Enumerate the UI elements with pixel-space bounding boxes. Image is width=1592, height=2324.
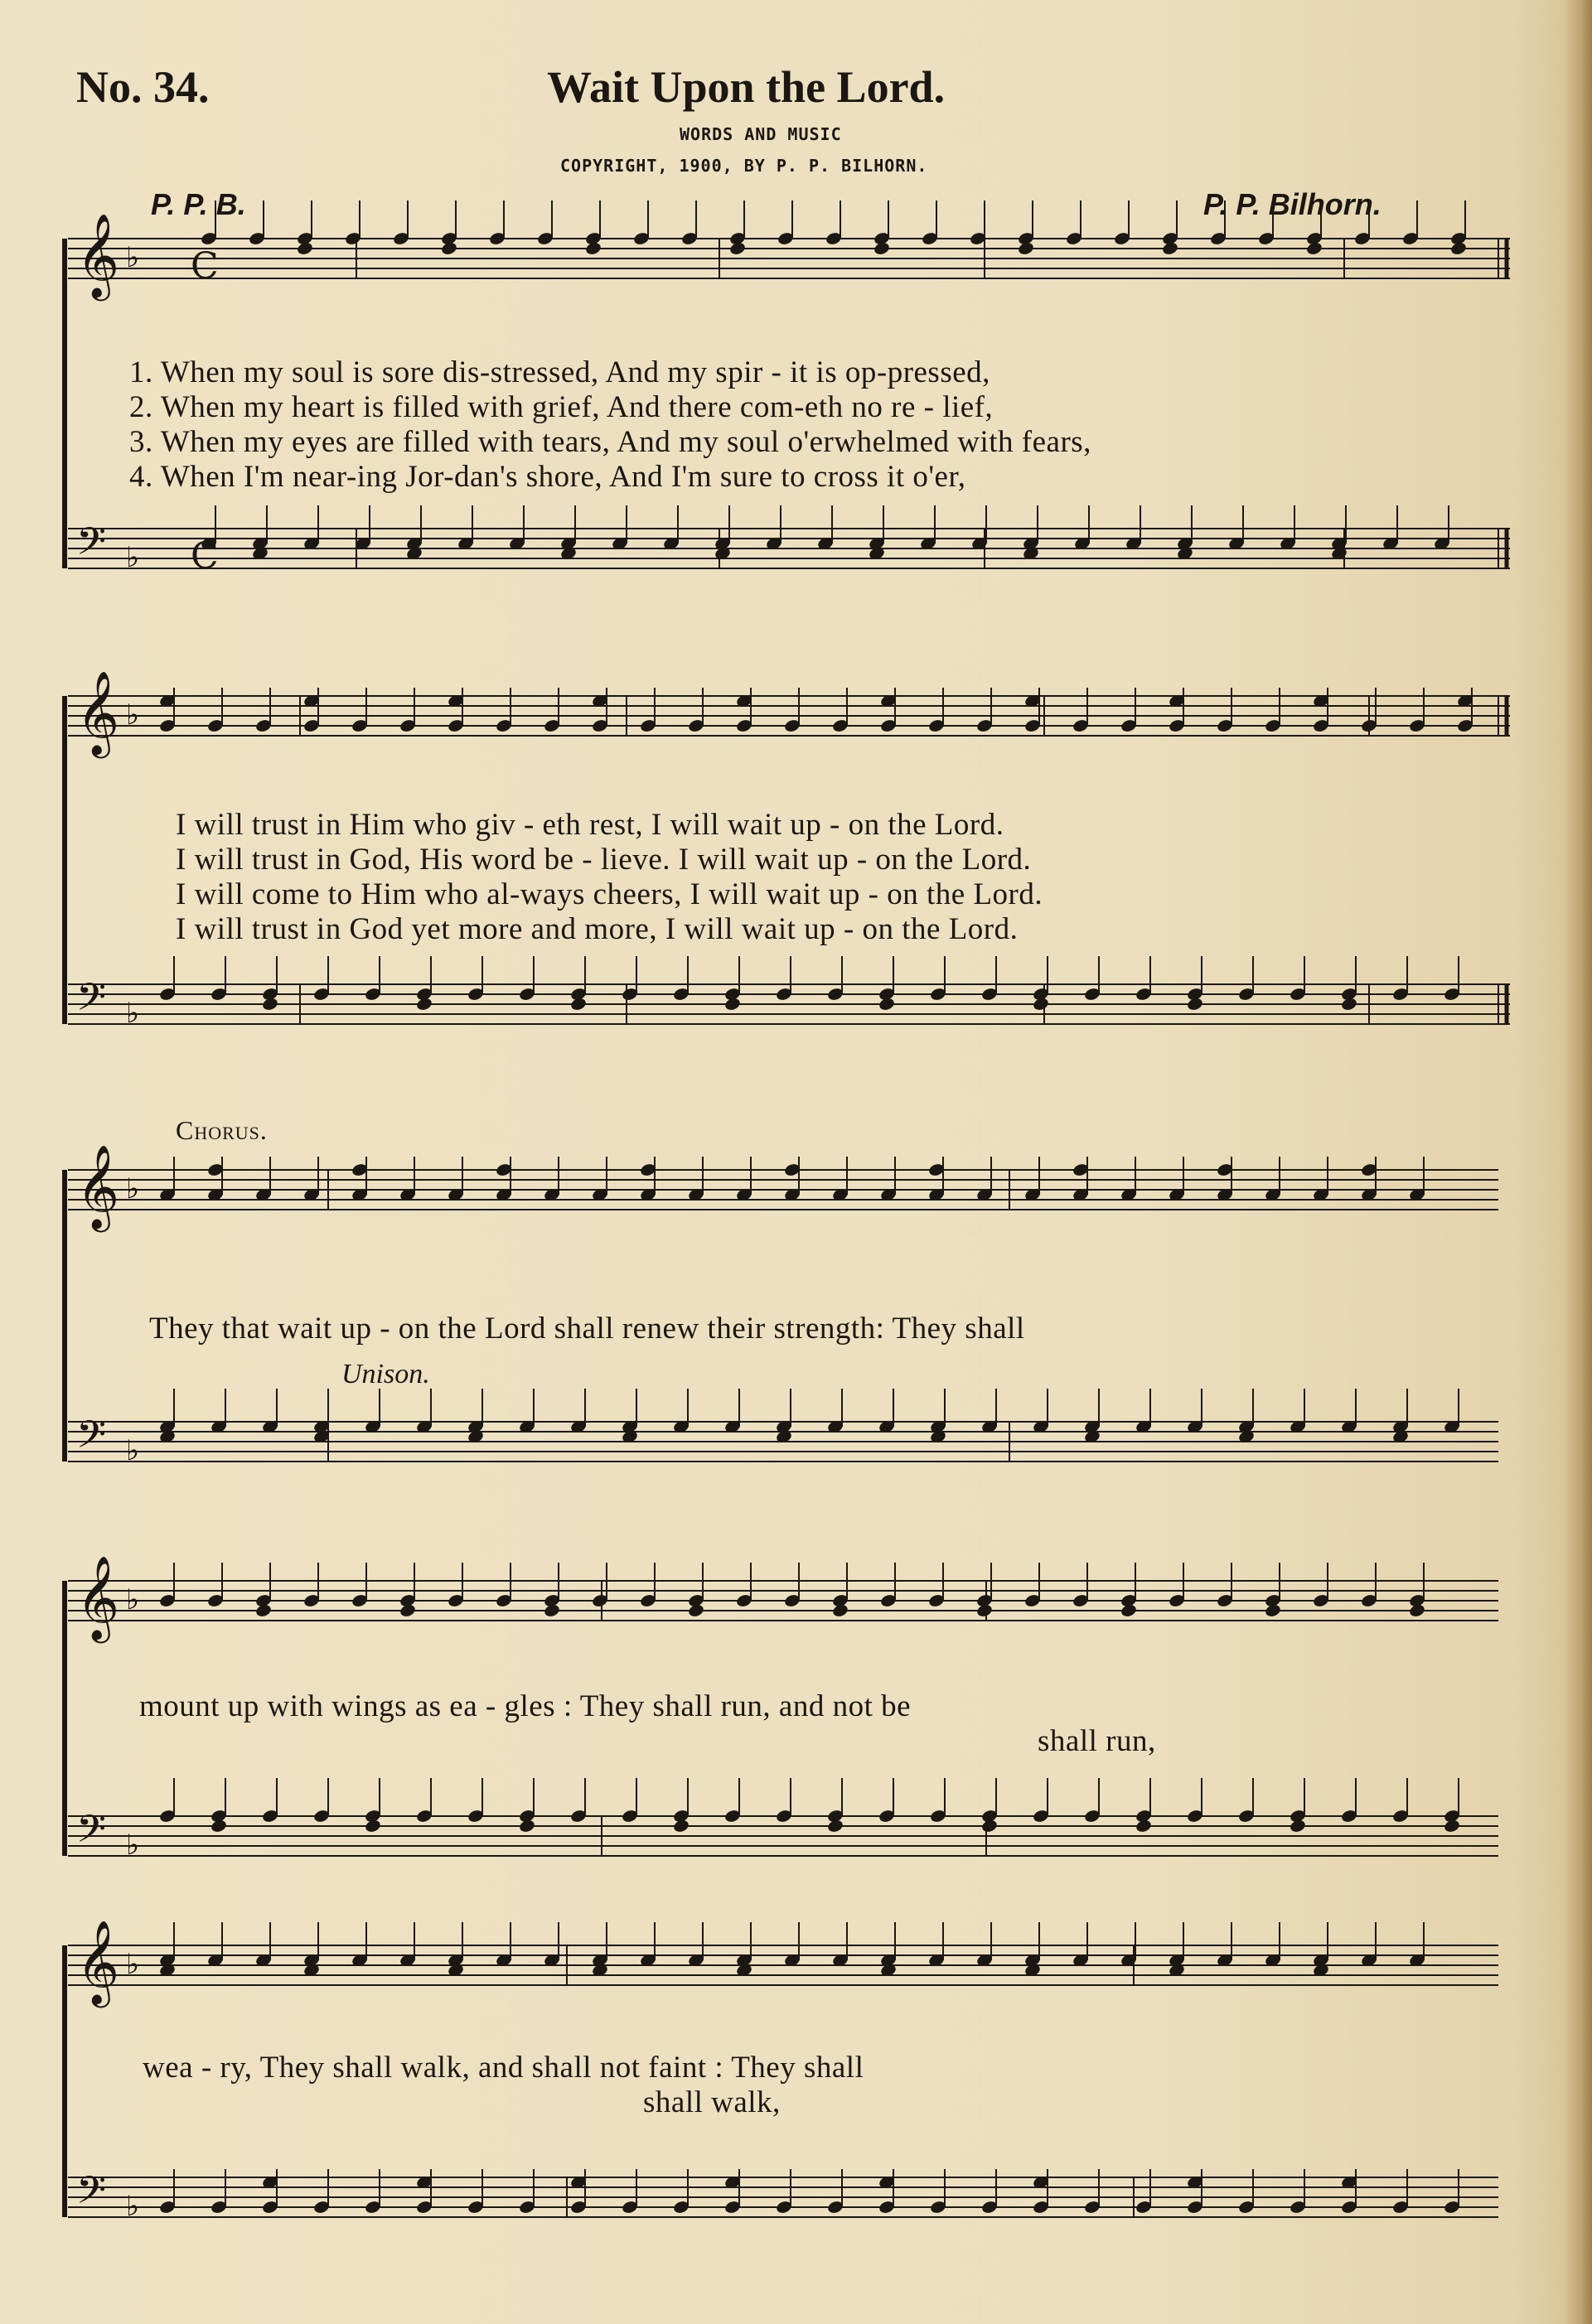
- refrain-line-4: I will trust in God yet more and more, I will wait up - on the Lord.: [176, 912, 1019, 946]
- chorus-label: Chorus.: [176, 1115, 268, 1145]
- chorus-line-3-alt: shall walk,: [643, 2085, 781, 2119]
- bass-clef-icon: 𝄢: [76, 1413, 107, 1466]
- note-head: [1443, 1819, 1460, 1834]
- note-head: [878, 997, 895, 1012]
- common-time-icon: C: [191, 245, 219, 287]
- note-head: [440, 241, 457, 256]
- note-head: [518, 1819, 535, 1834]
- verse-line-3: 3. When my eyes are filled with tears, And my soul o'erwhelmed with fears,: [129, 425, 1091, 459]
- hymn-number: No. 34.: [76, 62, 210, 112]
- treble-clef-icon: 𝄞: [76, 669, 120, 755]
- flat-key-signature-icon: ♭: [126, 1434, 140, 1467]
- hymn-title: Wait Upon the Lord.: [547, 62, 946, 112]
- note-head: [1340, 997, 1357, 1012]
- verse-line-1: 1. When my soul is sore dis-stressed, And my spir - it is op-pressed,: [129, 355, 990, 389]
- verse-line-2: 2. When my heart is filled with grief, And there com-eth no re - lief,: [129, 390, 994, 424]
- note-head: [1408, 1603, 1425, 1618]
- note-head: [254, 1603, 272, 1618]
- copyright-notice-line2: COPYRIGHT, 1900, BY P. P. BILHORN.: [560, 156, 928, 176]
- refrain-line-3: I will come to Him who al-ways cheers, I will wait up - on the Lord.: [176, 877, 1043, 911]
- note-head: [296, 241, 313, 256]
- note-head: [687, 1603, 704, 1618]
- note-head: [1186, 997, 1203, 1012]
- treble-clef-icon: 𝄞: [76, 1919, 120, 2004]
- bass-clef-icon: 𝄢: [76, 519, 107, 573]
- bass-clef-icon: 𝄢: [76, 1807, 107, 1861]
- flat-key-signature-icon: ♭: [126, 1172, 140, 1205]
- flat-key-signature-icon: ♭: [126, 1583, 140, 1616]
- note-head: [543, 1603, 560, 1618]
- note-head: [1305, 241, 1323, 256]
- flat-key-signature-icon: ♭: [126, 541, 140, 574]
- chorus-line-3: wea - ry, They shall walk, and shall not faint : They shall: [143, 2051, 864, 2085]
- flat-key-signature-icon: ♭: [126, 698, 140, 732]
- flat-key-signature-icon: ♭: [126, 1829, 140, 1862]
- note-head: [364, 1819, 381, 1834]
- note-head: [1120, 1603, 1137, 1618]
- treble-clef-icon: 𝄞: [76, 212, 120, 297]
- note-head: [980, 1819, 998, 1834]
- note-head: [415, 997, 433, 1012]
- note-head: [569, 997, 587, 1012]
- flat-key-signature-icon: ♭: [126, 241, 140, 274]
- chorus-line-1: They that wait up - on the Lord shall renew their strength: They shall: [149, 1312, 1025, 1346]
- refrain-line-1: I will trust in Him who giv - eth rest, I will wait up - on the Lord.: [176, 808, 1004, 842]
- chorus-line-2: mount up with wings as ea - gles : They shall run, and not be: [139, 1689, 912, 1723]
- verse-line-4: 4. When I'm near-ing Jor-dan's shore, And I'm sure to cross it o'er,: [129, 460, 966, 494]
- note-head: [1264, 1603, 1281, 1618]
- note-head: [399, 1603, 416, 1618]
- note-head: [584, 241, 602, 256]
- note-head: [826, 1819, 844, 1834]
- common-time-icon: C: [191, 535, 219, 577]
- flat-key-signature-icon: ♭: [126, 997, 140, 1030]
- note-head: [831, 1603, 849, 1618]
- flat-key-signature-icon: ♭: [126, 1948, 140, 1981]
- note-head: [728, 241, 746, 256]
- note-head: [723, 997, 741, 1012]
- note-head: [261, 997, 278, 1012]
- note-head: [873, 241, 890, 256]
- unison-marking: Unison.: [341, 1359, 430, 1389]
- lyricist-credit: P. P. B.: [151, 187, 246, 221]
- note-head: [1032, 997, 1049, 1012]
- copyright-notice-line1: WORDS AND MUSIC: [680, 124, 842, 144]
- note-head: [1289, 1819, 1306, 1834]
- composer-credit: P. P. Bilhorn.: [1203, 187, 1382, 221]
- treble-clef-icon: 𝄞: [76, 1554, 120, 1640]
- note-head: [1135, 1819, 1152, 1834]
- treble-clef-icon: 𝄞: [76, 1143, 120, 1229]
- note-head: [672, 1819, 690, 1834]
- bass-clef-icon: 𝄢: [76, 975, 107, 1029]
- bass-clef-icon: 𝄢: [76, 2168, 107, 2222]
- flat-key-signature-icon: ♭: [126, 2190, 140, 2223]
- note-head: [1161, 241, 1178, 256]
- note-head: [975, 1603, 993, 1618]
- note-head: [1017, 241, 1034, 256]
- refrain-line-2: I will trust in God, His word be - lieve. I will wait up - on the Lord.: [176, 843, 1032, 877]
- chorus-line-2-alt: shall run,: [1038, 1724, 1156, 1758]
- note-head: [210, 1819, 227, 1834]
- note-head: [1449, 241, 1467, 256]
